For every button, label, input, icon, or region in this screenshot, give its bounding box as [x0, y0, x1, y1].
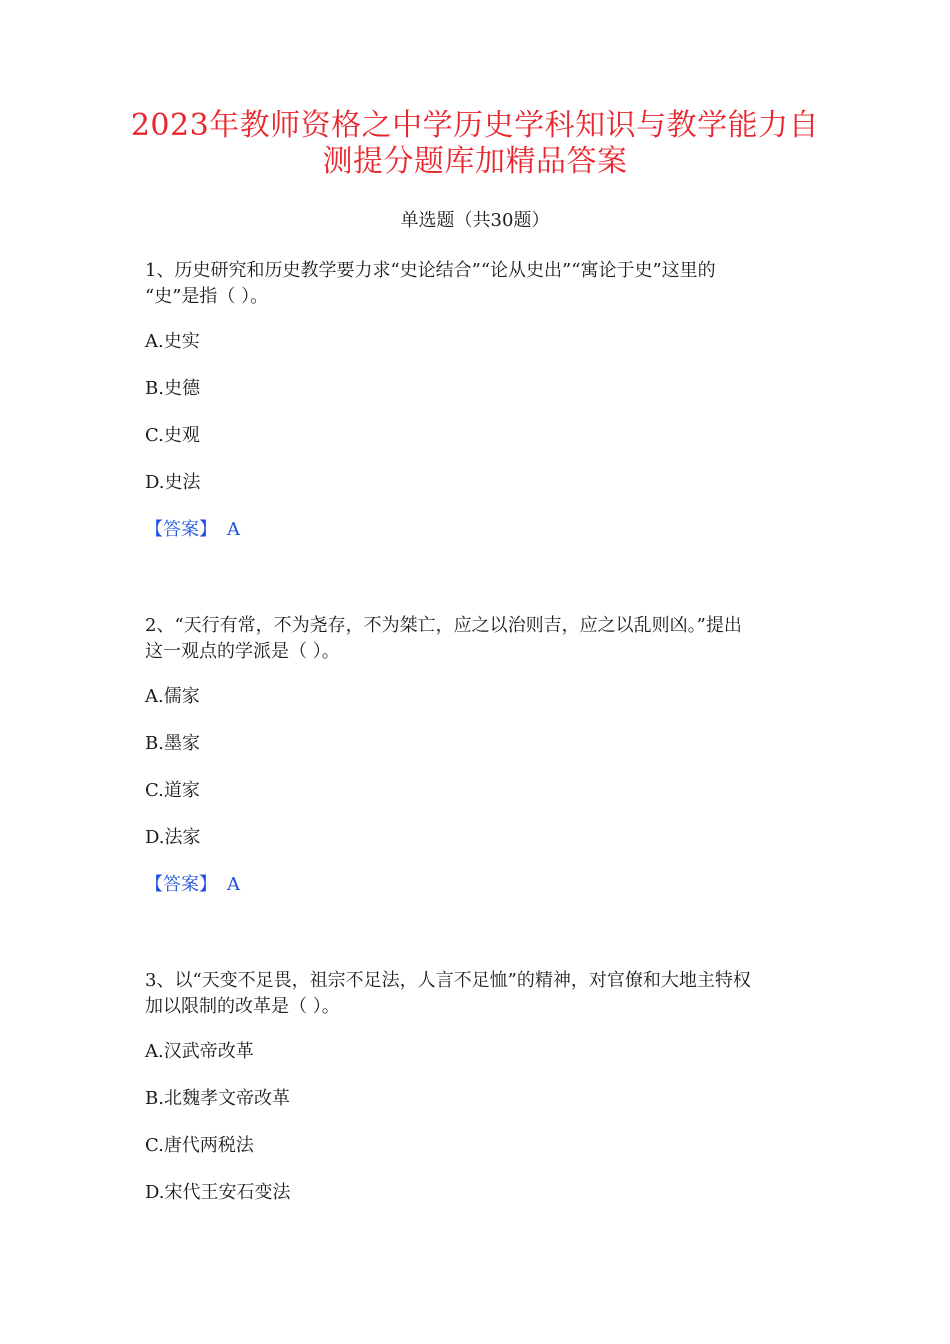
- document-title-line-2: 测提分题库加精品答案: [322, 144, 628, 179]
- option-d: D.宋代王安石变法: [145, 1182, 291, 1203]
- question-text-line: 3、以“天变不足畏，祖宗不足法，人言不足恤”的精神，对官僚和大地主特权: [145, 970, 751, 991]
- answer-value: A: [227, 519, 240, 540]
- option-c: C.史观: [145, 425, 200, 446]
- question-text-line: 加以限制的改革是（ ）。: [145, 996, 340, 1017]
- option-d: D.史法: [145, 472, 201, 493]
- option-a: A.史实: [145, 331, 200, 352]
- question-text-line: “史”是指（ ）。: [145, 286, 269, 307]
- section-heading: 单选题（共30题）: [400, 210, 550, 231]
- option-b: B.史德: [145, 378, 200, 399]
- answer-value: A: [227, 874, 240, 895]
- option-c: C.道家: [145, 780, 200, 801]
- question-text-line: 这一观点的学派是（ ）。: [145, 641, 340, 662]
- question-text-line: 1、历史研究和历史教学要力求“史论结合”“论从史出”“寓论于史”这里的: [145, 260, 716, 281]
- answer: [145, 517, 240, 543]
- answer-label: 【答案】: [145, 519, 217, 540]
- question-text-line: 2、“天行有常，不为尧存，不为桀亡，应之以治则吉，应之以乱则凶。”提出: [145, 615, 742, 636]
- answer: [145, 872, 240, 898]
- option-a: A.汉武帝改革: [145, 1041, 254, 1062]
- option-d: D.法家: [145, 827, 201, 848]
- option-a: A.儒家: [145, 686, 200, 707]
- option-c: C.唐代两税法: [145, 1135, 254, 1156]
- option-b: B.墨家: [145, 733, 200, 754]
- answer-label: 【答案】: [145, 874, 217, 895]
- document-title-line-1: 2023年教师资格之中学历史学科知识与教学能力自: [130, 108, 820, 143]
- option-b: B.北魏孝文帝改革: [145, 1088, 290, 1109]
